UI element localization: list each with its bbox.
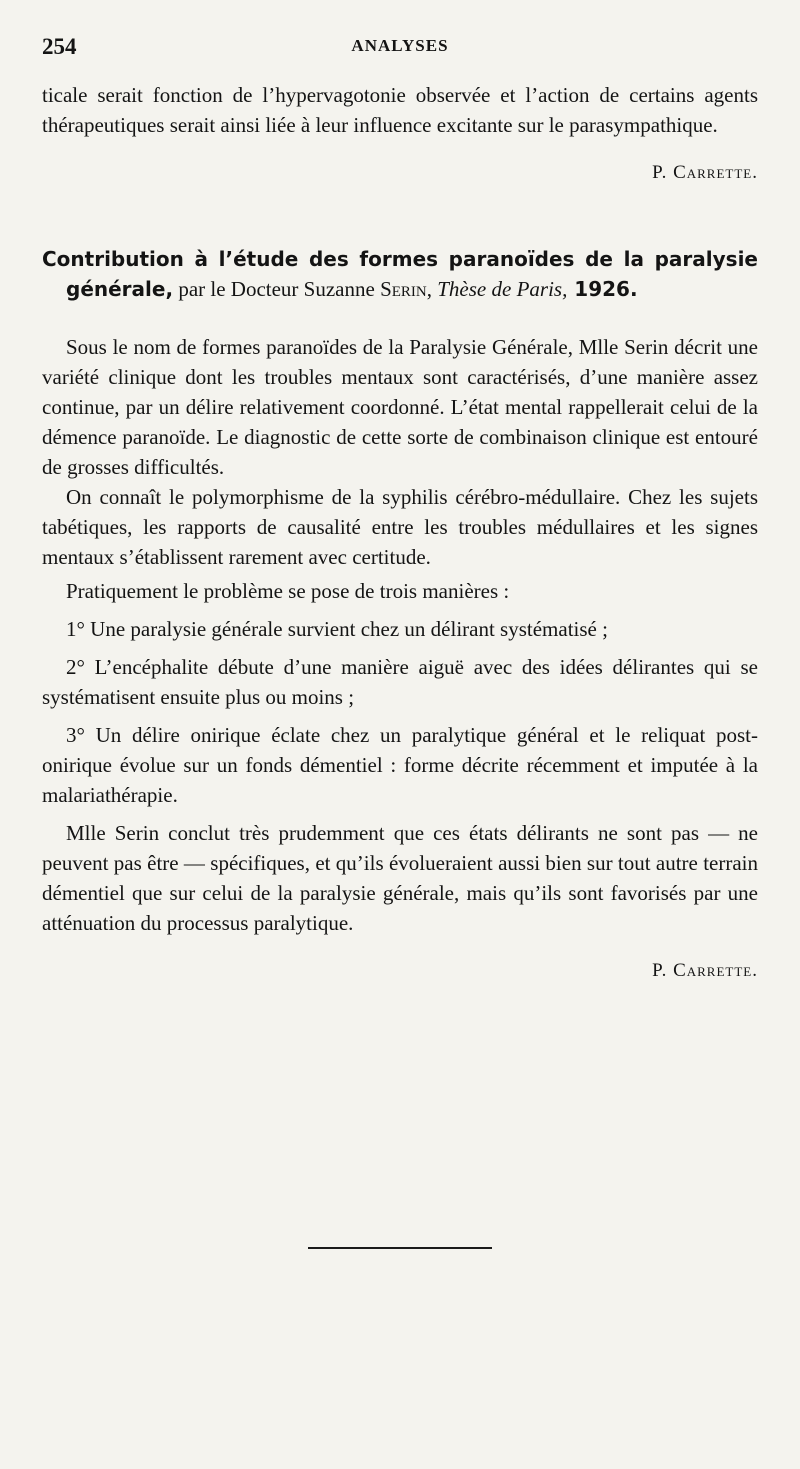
article-paragraph-conclusion: Mlle Serin conclut très prudemment que ces états délirants ne sont pas — ne peuvent pas être — spécifiques, et qu’ils évolueraient aussi bien sur tout autre terrain démentiel que sur celui de la paralysie générale, mais qu’ils sont favorisés par une atténuation du processus paralytique. xyxy=(42,821,758,935)
article-list-item-1: 1° Une paralysie générale survient chez un délirant systématisé ; xyxy=(66,617,608,641)
article-heading xyxy=(42,244,758,304)
running-head xyxy=(42,34,758,64)
article-title: Contribution à l’étude des formes paranoïdes de la paralysie générale, xyxy=(42,247,758,301)
article-paragraph-1: Sous le nom de formes paranoïdes de la Paralysie Générale, Mlle Serin décrit une variété clinique dont les troubles mentaux sont caractérisés, d’une manière assez continue, par un délire relativement coordonné. L’état mental rappellerait celui de la démence paranoïde. Le diagnostic de cette sorte de combinaison clinique est entouré de grosses difficultés. xyxy=(42,335,758,479)
article-paragraph-2: On connaît le polymorphisme de la syphilis cérébro-médullaire. Chez les sujets tabétiques, les rapports de causalité entre les troubles médullaires et les signes mentaux s’établissent rarement avec certitude. xyxy=(42,485,758,569)
article-thesis: Thèse de Paris, xyxy=(437,277,568,301)
page-number: 254 xyxy=(42,34,77,59)
article-by: par le Docteur Suzanne xyxy=(173,277,381,301)
body-text xyxy=(42,80,758,986)
article-author: Serin xyxy=(380,277,427,301)
article-paragraph-3: Pratiquement le problème se pose de trois manières : xyxy=(66,579,510,603)
continuation-signature: P. Carrette. xyxy=(652,162,758,183)
article-year: 1926. xyxy=(567,277,638,301)
article-list-item-2: 2° L’encéphalite débute d’une manière aiguë avec des idées délirantes qui se systématisent ensuite plus ou moins ; xyxy=(42,655,758,709)
article-list-item-3: 3° Un délire onirique éclate chez un paralytique général et le reliquat post-onirique évolue sur un fonds démentiel : forme décrite récemment et imputée à la malariathérapie. xyxy=(42,723,758,807)
continuation-paragraph: ticale serait fonction de l’hypervagotonie observée et l’action de certains agents thérapeutiques serait ainsi liée à leur influence excitante sur le parasympathique. xyxy=(42,83,758,137)
article-signature: P. Carrette. xyxy=(652,960,758,981)
running-title: ANALYSES xyxy=(351,36,449,55)
section-end-rule xyxy=(308,1247,492,1249)
article-comma: , xyxy=(426,277,438,301)
